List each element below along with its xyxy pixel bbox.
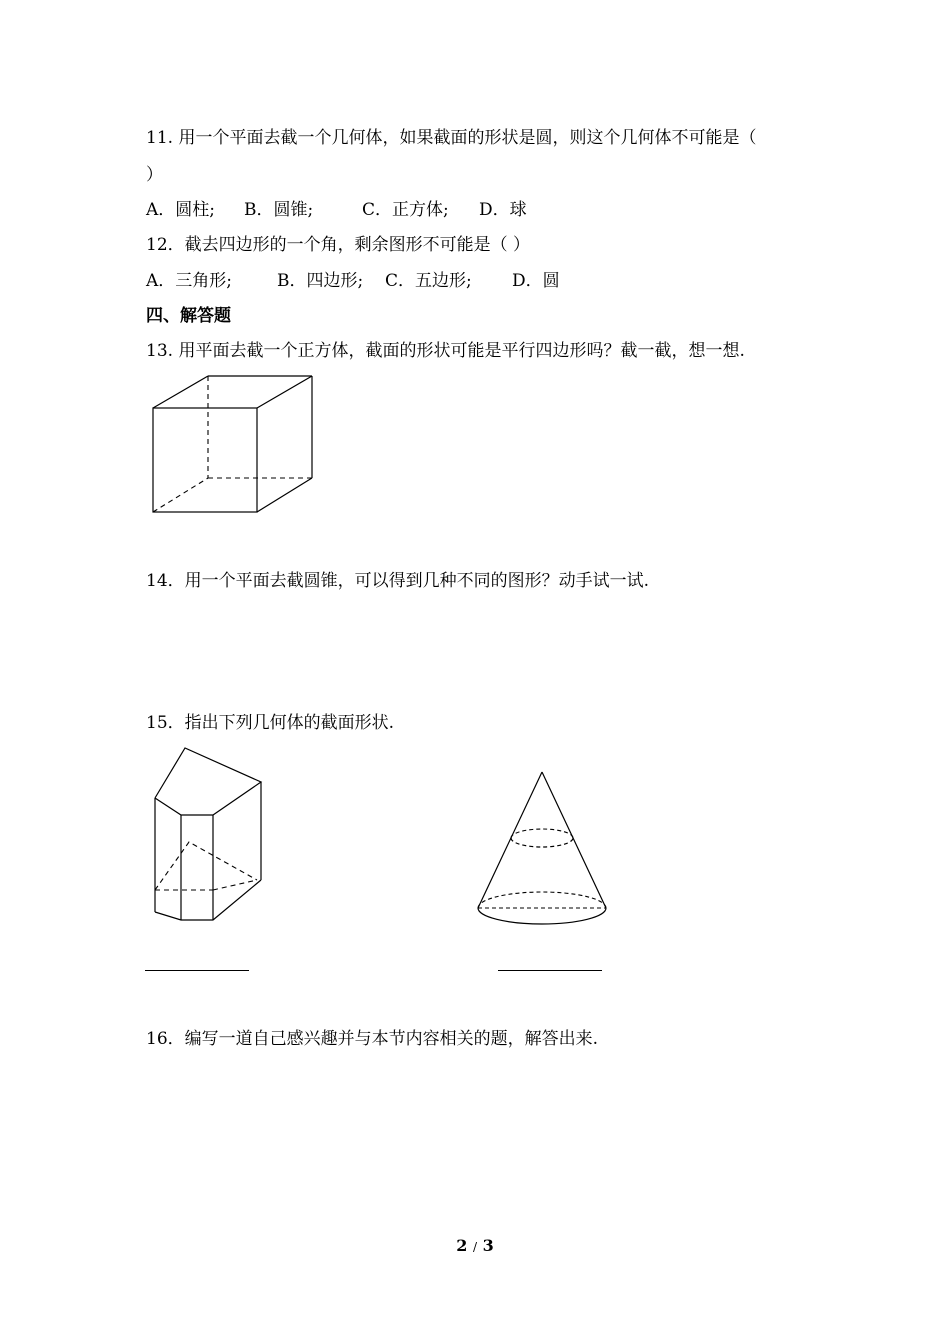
- answer-blank-cone[interactable]: [498, 970, 602, 971]
- prism-figure: [145, 740, 275, 930]
- q11-option-c: C．正方体;: [362, 200, 449, 220]
- q14-stem: 14．用一个平面去截圆锥，可以得到几种不同的图形？动手试一试.: [146, 571, 650, 591]
- q12-stem: 12．截去四边形的一个角，剩余图形不可能是（ ）: [146, 235, 531, 255]
- page-total: 3: [482, 1236, 494, 1255]
- q16-stem: 16．编写一道自己感兴趣并与本节内容相关的题，解答出来.: [146, 1029, 599, 1049]
- q13-stem: 13. 用平面去截一个正方体，截面的形状可能是平行四边形吗？截一截，想一想.: [146, 341, 745, 361]
- q12-option-b: B．四边形;: [277, 271, 364, 291]
- cube-figure: [140, 368, 340, 528]
- q11-option-b: B．圆锥;: [244, 200, 314, 220]
- page-current: 2: [456, 1236, 468, 1255]
- answer-blank-prism[interactable]: [145, 970, 249, 971]
- q15-stem: 15．指出下列几何体的截面形状.: [146, 713, 395, 733]
- section-title: 四、解答题: [146, 306, 231, 326]
- q11-option-d: D．球: [479, 200, 527, 220]
- q11-stem-end: ）: [146, 165, 163, 185]
- page-number: [0, 1236, 950, 1255]
- cone-figure: [468, 762, 618, 932]
- page-separator: /: [472, 1240, 478, 1254]
- q11-stem: 11. 用一个平面去截一个几何体，如果截面的形状是圆，则这个几何体不可能是（: [146, 128, 757, 148]
- q12-option-c: C．五边形;: [385, 271, 472, 291]
- q12-option-d: D．圆: [512, 271, 560, 291]
- q12-option-a: A．三角形;: [146, 271, 233, 291]
- q11-option-a: A．圆柱;: [146, 200, 216, 220]
